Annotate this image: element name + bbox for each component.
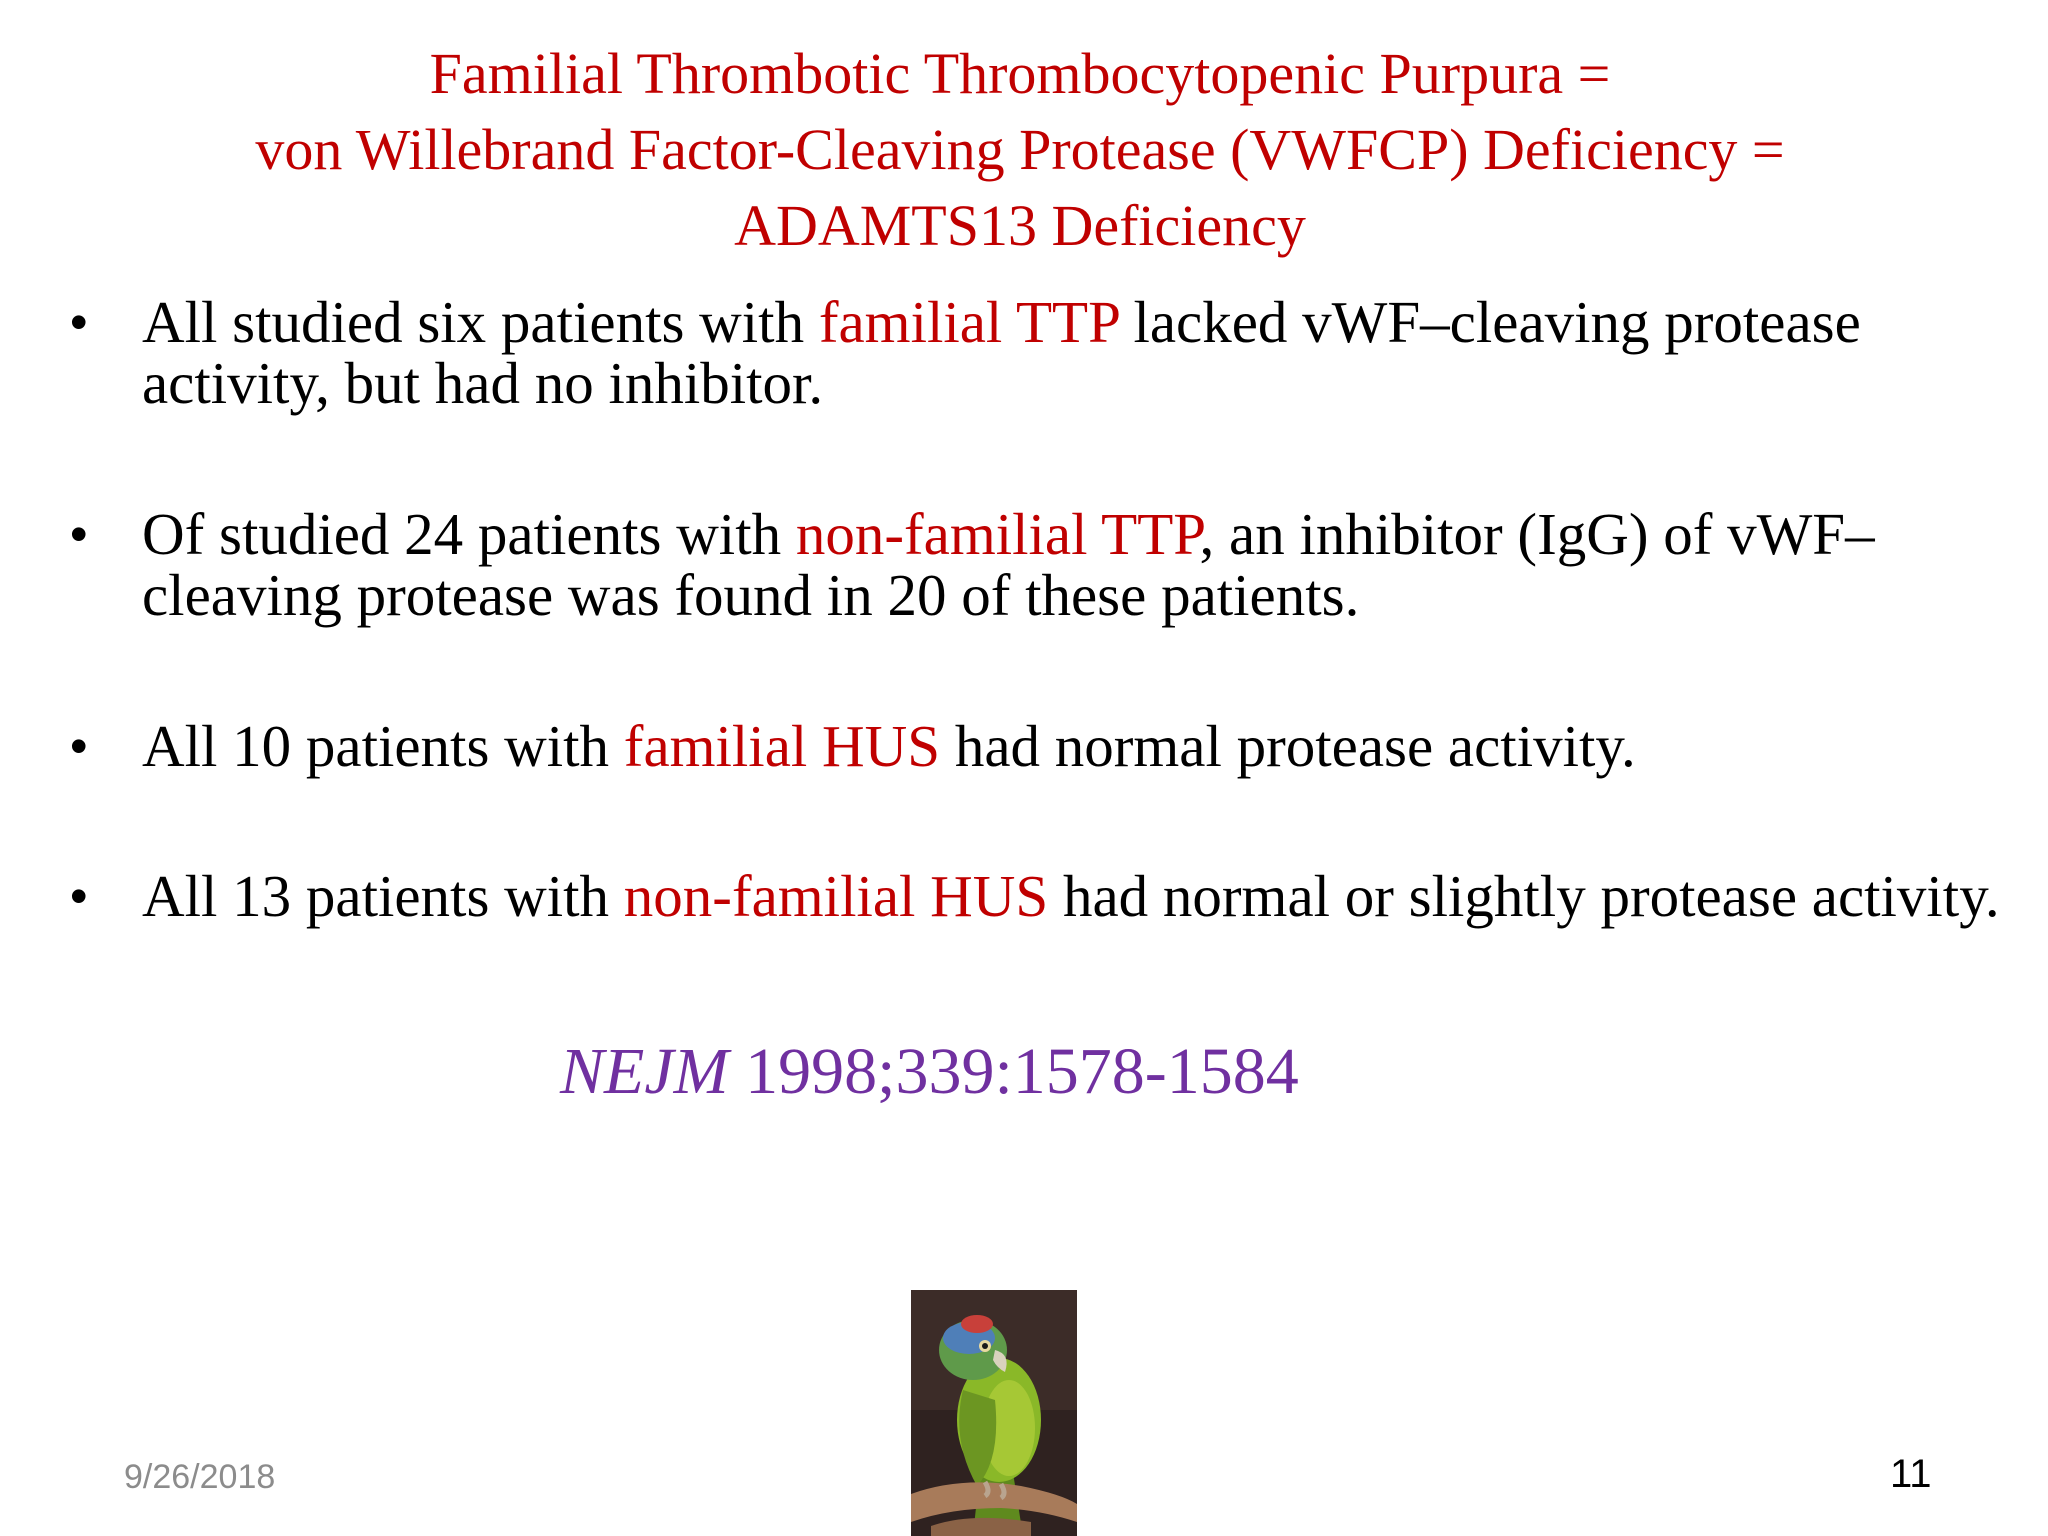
bullet-text-before: All 10 patients with xyxy=(142,713,624,779)
bullet-text-before: All 13 patients with xyxy=(142,863,624,929)
citation-reference: 1998;339:1578-1584 xyxy=(728,1035,1299,1108)
bullet-text xyxy=(142,713,2022,779)
page-number: 11 xyxy=(1890,1452,1932,1496)
bullet-marker: • xyxy=(70,294,88,350)
bullet-text-after: lacked vWF–cleaving protease activity, but had no inhibitor. xyxy=(142,289,1861,416)
bullet-item xyxy=(60,289,2020,416)
bullet-item xyxy=(60,713,2020,779)
title-line-3: ADAMTS13 Deficiency xyxy=(734,193,1306,258)
bullet-text xyxy=(142,289,2022,416)
bullet-highlight: non-familial TTP xyxy=(795,501,1200,567)
bullet-text xyxy=(142,501,2022,628)
bullet-item xyxy=(60,501,2020,628)
bullet-text-before: All studied six patients with xyxy=(142,289,819,355)
bullet-item xyxy=(60,863,2020,929)
bullet-highlight: familial TTP xyxy=(818,289,1119,355)
title-line-1: Familial Thrombotic Thrombocytopenic Purpura = xyxy=(429,41,1611,106)
bullet-text-after: had normal protease activity. xyxy=(940,713,1636,779)
bullet-highlight: non-familial HUS xyxy=(623,863,1049,929)
bullet-text-after: had normal or slightly protease activity. xyxy=(1048,863,2000,929)
bullet-highlight: familial HUS xyxy=(623,713,941,779)
bullet-marker: • xyxy=(70,506,88,562)
bullet-text-after: , an inhibitor (IgG) of vWF–cleaving protease was found in 20 of these patients. xyxy=(142,501,1875,628)
footer-date: 9/26/2018 xyxy=(124,1458,276,1496)
bullet-text-before: Of studied 24 patients with xyxy=(142,501,796,567)
parrot-photo xyxy=(911,1290,1077,1536)
slide-title xyxy=(120,36,1920,264)
citation-journal: NEJM xyxy=(560,1035,729,1108)
bullet-marker: • xyxy=(70,868,88,924)
bullet-marker: • xyxy=(70,718,88,774)
bullet-text xyxy=(142,863,2022,929)
title-line-2: von Willebrand Factor-Cleaving Protease (VWFCP) Deficiency = xyxy=(255,117,1785,182)
citation xyxy=(560,1032,1299,1112)
parrot-illustration xyxy=(911,1290,1077,1536)
